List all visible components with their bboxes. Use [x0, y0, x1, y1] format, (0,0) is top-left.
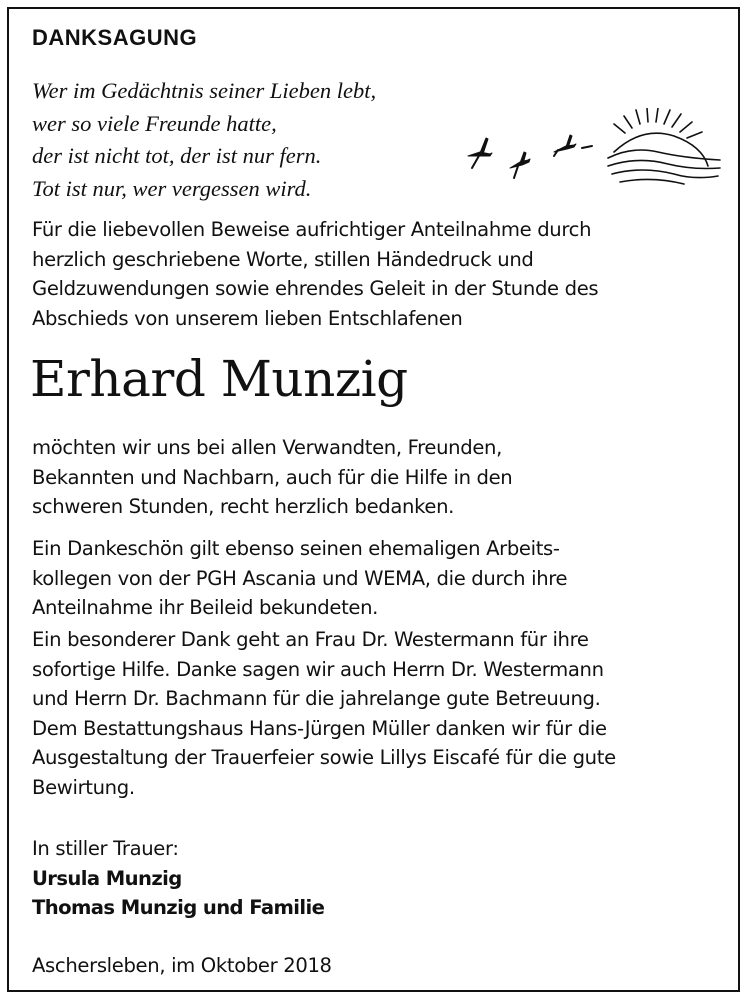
birds-flying-toward-rising-sun-icon — [462, 108, 724, 200]
text-line: und Herrn Dr. Bachmann für die jahrelange gute Betreuung. — [32, 687, 601, 711]
poem-line: Wer im Gedächtnis seiner Lieben lebt, — [32, 78, 377, 103]
text-line: Dem Bestattungshaus Hans-Jürgen Müller danken wir für die — [32, 716, 607, 740]
signoff — [32, 834, 324, 923]
text-line: Ein Dankeschön gilt ebenso seinen ehemaligen Arbeits- — [32, 537, 560, 560]
text-line: sofortige Hilfe. Danke sagen wir auch Herrn Dr. Westermann — [32, 657, 604, 681]
text-line: Bekannten und Nachbarn, auch für die Hilfe in den — [32, 465, 513, 489]
mourner-name: Ursula Munzig — [32, 866, 182, 890]
thanks-paragraph — [32, 433, 512, 522]
text-line: herzlich geschriebene Worte, stillen Händedruck und — [32, 247, 534, 271]
text-line: Ausgestaltung der Trauerfeier sowie Lillys Eiscafé für die gute — [32, 746, 616, 770]
text-line: Geldzuwendungen sowie ehrendes Geleit in der Stunde des — [32, 277, 599, 301]
poem-line: Tot ist nur, wer vergessen wird. — [32, 175, 312, 201]
deceased-name: Erhard Munzig — [30, 350, 408, 408]
text-line: Anteilnahme ihr Beileid bekundeten. — [32, 596, 379, 620]
text-line: Für die liebevollen Beweise aufrichtiger Anteilnahme durch — [32, 218, 592, 241]
poem-line: der ist nicht tot, der ist nur fern. — [32, 143, 322, 168]
text-line: schweren Stunden, recht herzlich bedanken. — [32, 495, 455, 519]
place-date: Aschersleben, im Oktober 2018 — [32, 954, 332, 977]
text-line: Bewirtung. — [32, 775, 135, 799]
poem — [32, 75, 376, 205]
poem-line: wer so viele Freunde hatte, — [32, 110, 277, 136]
text-line: möchten wir uns bei allen Verwandten, Freunden, — [32, 436, 502, 459]
text-line: Abschieds von unserem lieben Entschlafenen — [32, 306, 463, 330]
colleagues-paragraph — [32, 534, 567, 623]
intro-paragraph — [32, 215, 598, 333]
text-line: Ein besonderer Dank geht an Frau Dr. Westermann für ihre — [32, 628, 589, 651]
mourning-label: In stiller Trauer: — [32, 837, 179, 860]
mourner-name: Thomas Munzig und Familie — [32, 896, 325, 920]
text-line: kollegen von der PGH Ascania und WEMA, die durch ihre — [32, 566, 568, 590]
special-thanks-paragraph — [32, 625, 616, 803]
notice-heading: DANKSAGUNG — [32, 25, 198, 50]
